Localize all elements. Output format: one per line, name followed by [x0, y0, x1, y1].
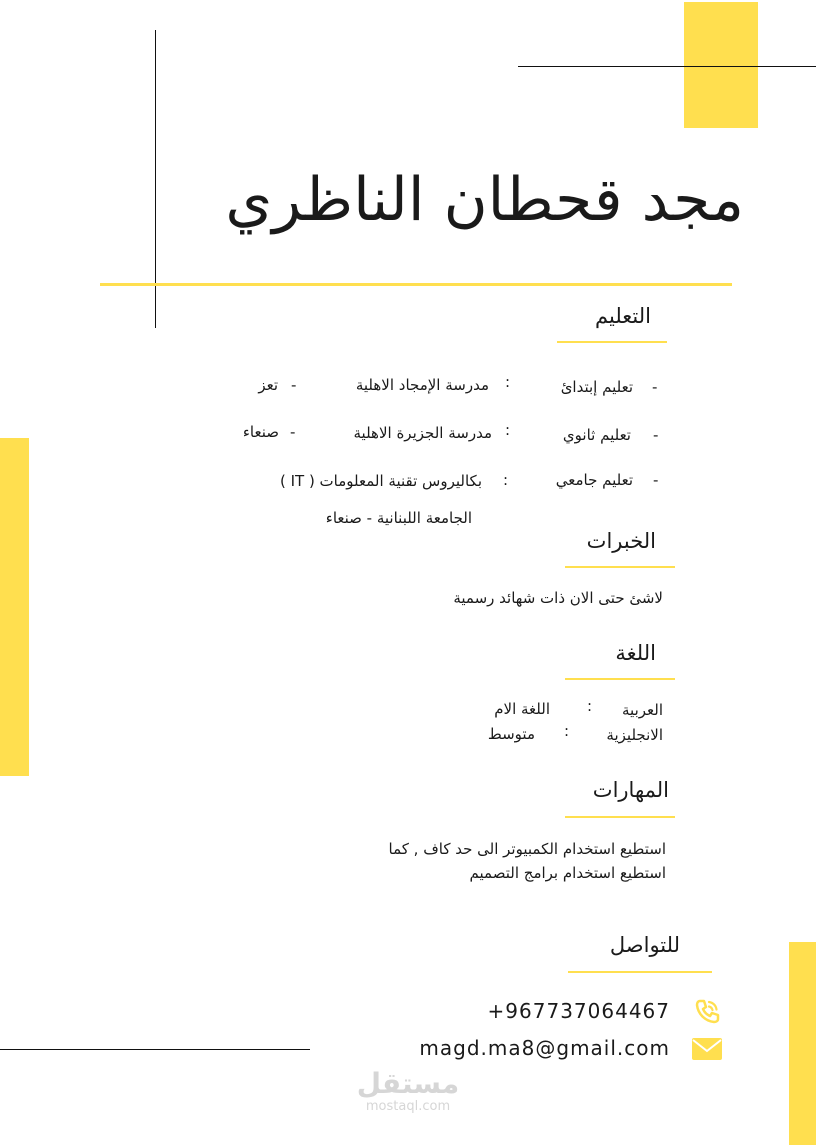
watermark-logo [350, 1068, 466, 1114]
language-level: اللغة الام [494, 700, 550, 718]
education-label: تعليم إبتدائ [560, 378, 633, 396]
language-level: متوسط [487, 725, 535, 743]
section-underline-contact [568, 971, 712, 973]
section-underline-education [557, 341, 667, 343]
bottom-left-line [0, 1049, 310, 1050]
section-underline-language [565, 678, 675, 680]
person-name: مجد قحطان الناظري [225, 165, 744, 235]
section-heading-skills: المهارات [592, 778, 669, 802]
education-dash: - [652, 378, 658, 396]
left-yellow-bar [0, 438, 29, 776]
watermark-latin: mostaql.com [365, 1099, 451, 1114]
education-city: صنعاء [242, 423, 279, 441]
education-school: مدرسة الإمجاد الاهلية [355, 376, 489, 394]
section-heading-education: التعليم [595, 304, 651, 328]
bottom-right-yellow-bar [789, 942, 816, 1145]
education-label: تعليم ثانوي [562, 426, 631, 444]
section-heading-contact: للتواصل [609, 933, 680, 957]
skills-line-1: استطيع استخدام الكمبيوتر الى حد كاف , كما [388, 840, 666, 858]
education-label: تعليم جامعي [555, 471, 633, 489]
education-school: بكاليروس تقنية المعلومات ( IT ) [279, 472, 482, 490]
contact-phone: +967737064467 [487, 999, 670, 1023]
education-colon: : [505, 373, 511, 391]
language-colon: : [564, 722, 570, 740]
watermark-arabic: مستقل [356, 1067, 460, 1100]
section-underline-experience [565, 566, 675, 568]
language-name: الانجليزية [606, 726, 663, 744]
envelope-icon [692, 1038, 722, 1060]
section-heading-experience: الخبرات [586, 529, 656, 553]
education-university: الجامعة اللبنانية - صنعاء [325, 509, 472, 527]
name-underline [100, 283, 732, 286]
education-city: تعز [258, 376, 278, 394]
top-right-line [518, 66, 816, 67]
top-right-yellow-bar [684, 2, 758, 128]
phone-icon [692, 996, 722, 1026]
contact-email: magd.ma8@gmail.com [419, 1036, 670, 1060]
education-school: مدرسة الجزيرة الاهلية [353, 424, 492, 442]
education-colon: : [505, 421, 511, 439]
education-colon: : [503, 471, 509, 489]
section-heading-language: اللغة [615, 641, 656, 665]
experience-text: لاشئ حتى الان ذات شهائد رسمية [453, 589, 663, 607]
education-sep: - [291, 376, 297, 394]
education-sep: - [290, 423, 296, 441]
language-name: العربية [622, 701, 663, 719]
skills-line-2: استطيع استخدام برامج التصميم [469, 864, 666, 882]
section-underline-skills [565, 816, 675, 818]
language-colon: : [587, 697, 593, 715]
education-dash: - [653, 471, 659, 489]
education-dash: - [653, 426, 659, 444]
